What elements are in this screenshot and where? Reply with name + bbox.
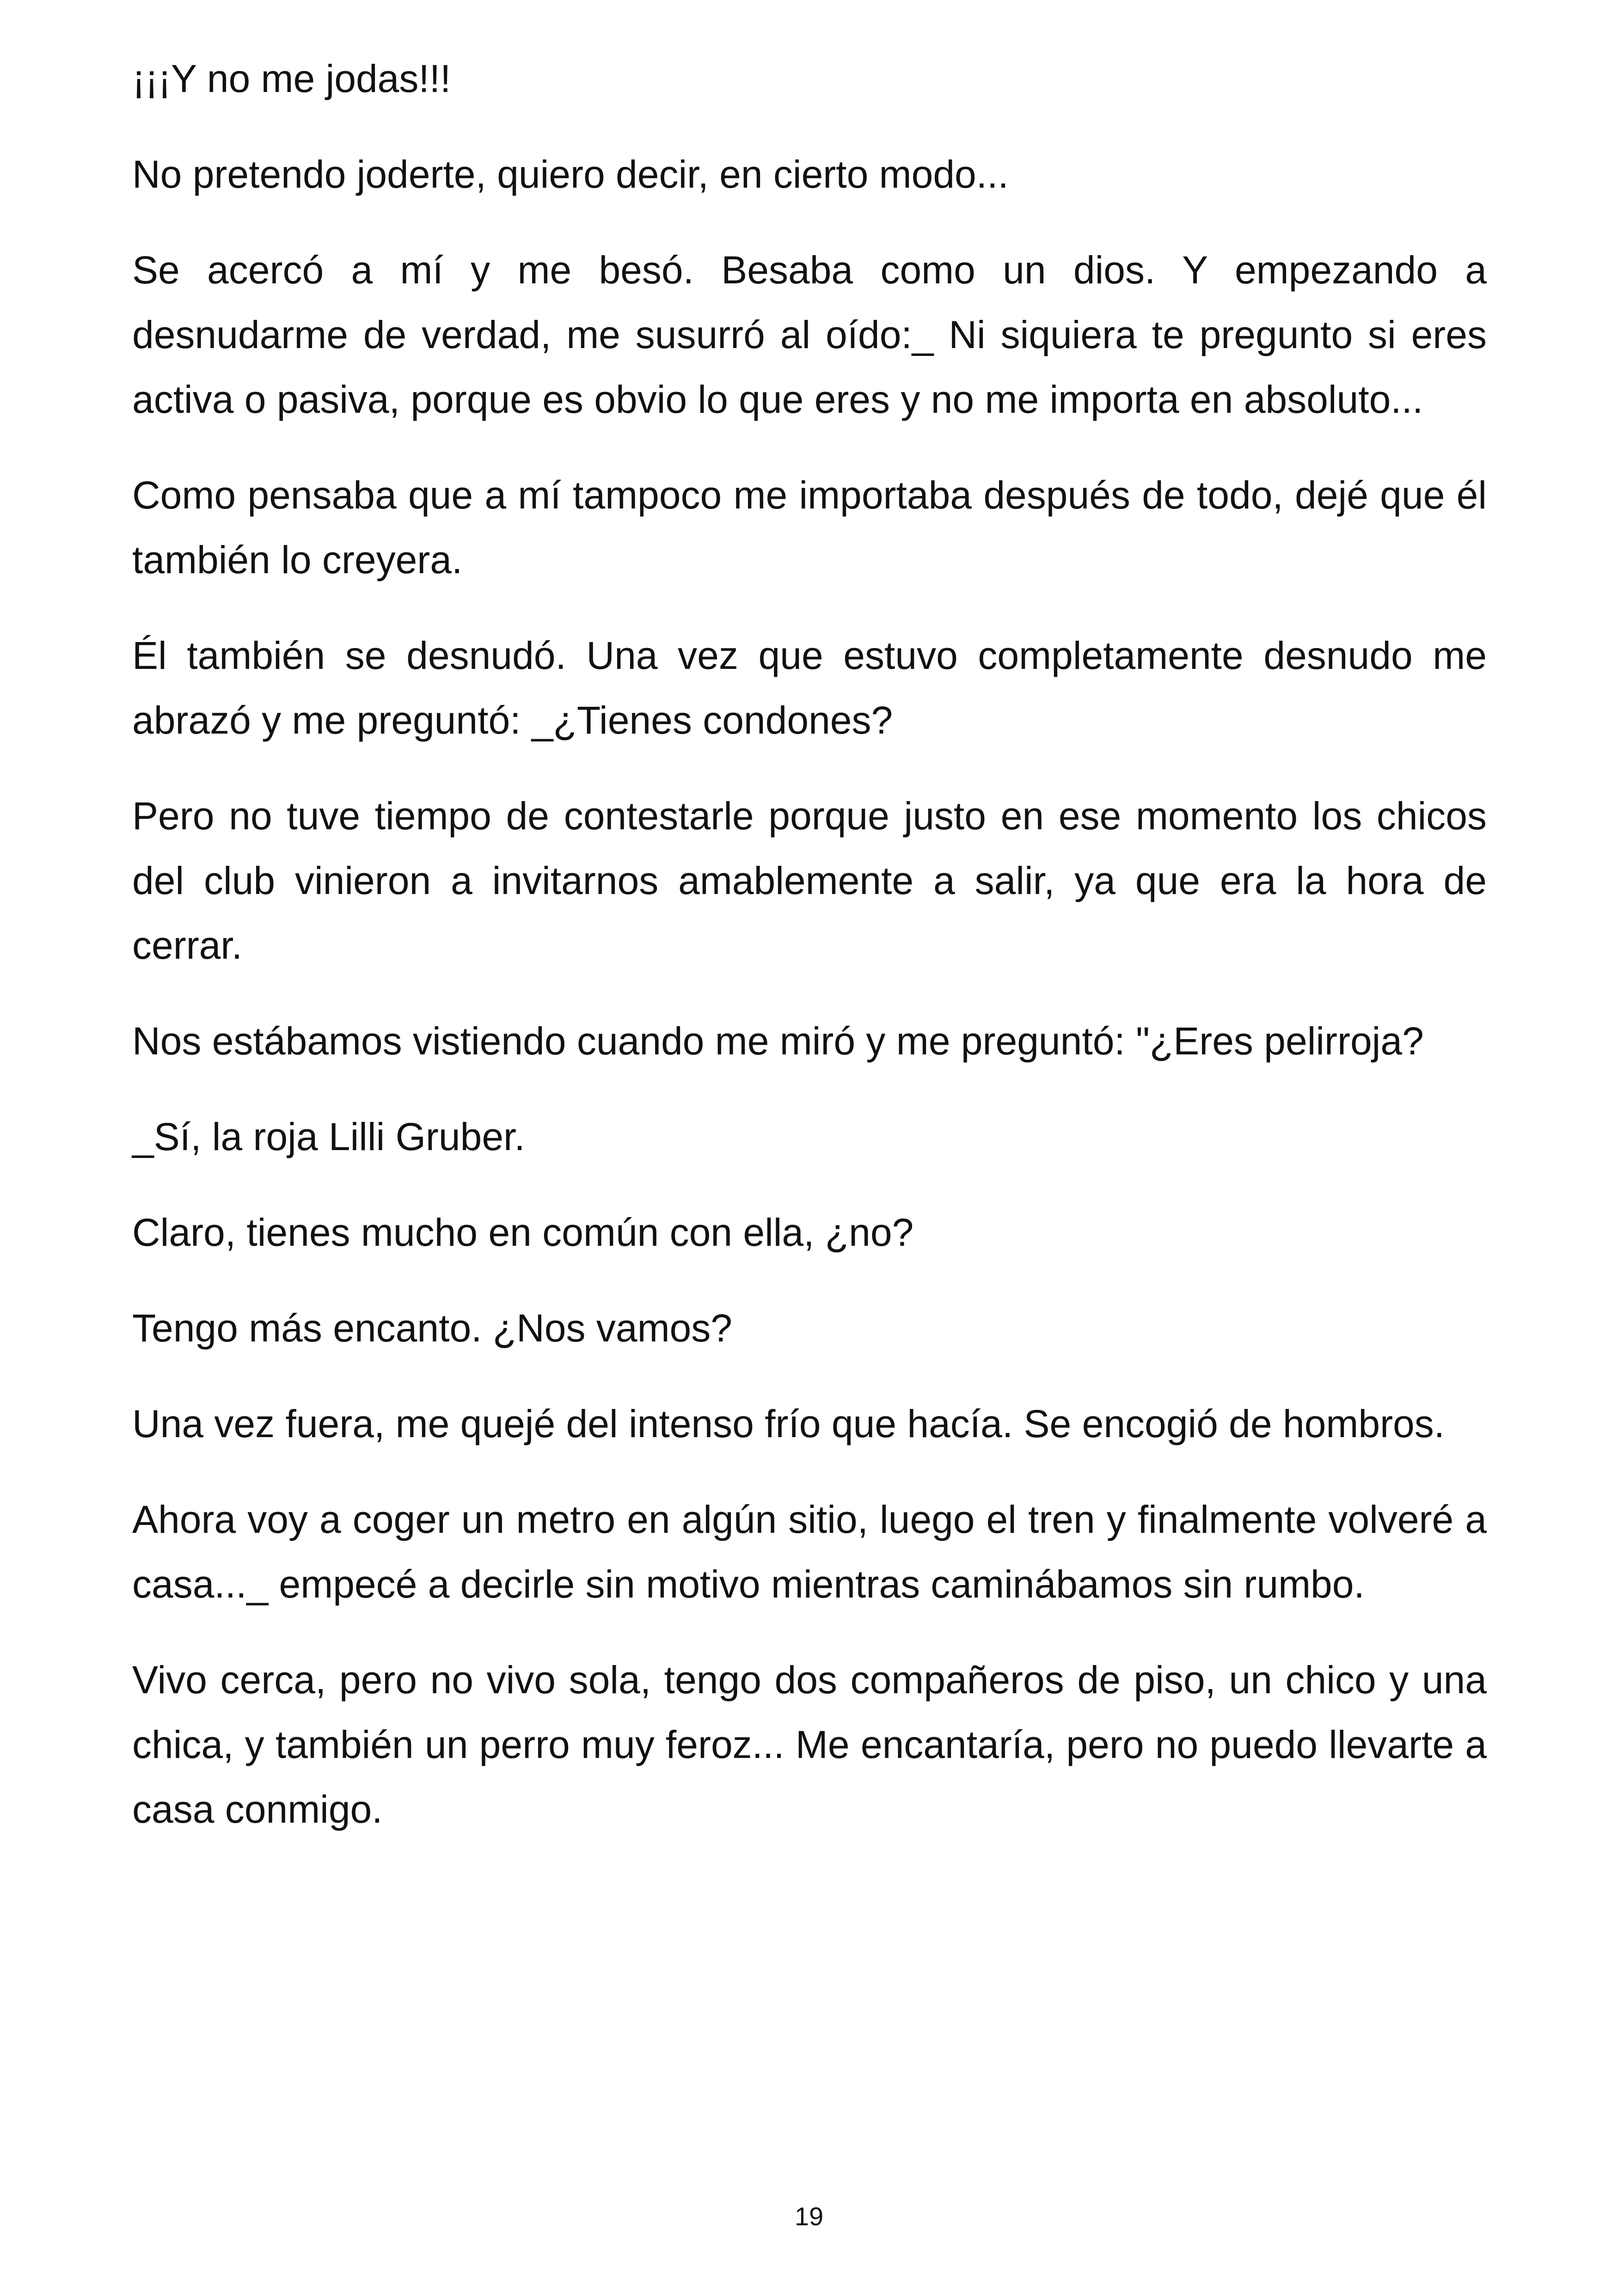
body-text bbox=[132, 46, 1487, 1873]
paragraph: Una vez fuera, me quejé del intenso frío que hacía. Se encogió de hombros. bbox=[132, 1402, 1445, 1445]
paragraph: ¡¡¡Y no me jodas!!! bbox=[132, 57, 451, 100]
paragraph: Pero no tuve tiempo de contestarle porque justo en ese momento los chicos del club vinieron a invitarnos amablemente a salir, ya que era la hora de cerrar. bbox=[132, 794, 1487, 967]
paragraph: Ahora voy a coger un metro en algún sitio, luego el tren y finalmente volveré a casa..._ empecé a decirle sin motivo mientras caminábamos sin rumbo. bbox=[132, 1498, 1487, 1606]
paragraph: Nos estábamos vistiendo cuando me miró y me preguntó: "¿Eres pelirroja? bbox=[132, 1019, 1424, 1063]
paragraph: Se acercó a mí y me besó. Besaba como un dios. Y empezando a desnudarme de verdad, me susurró al oído:_ Ni siquiera te pregunto si eres activa o pasiva, porque es obvio lo que eres y no me importa en absoluto... bbox=[132, 248, 1487, 421]
paragraph: Claro, tienes mucho en común con ella, ¿no? bbox=[132, 1211, 914, 1254]
paragraph: No pretendo joderte, quiero decir, en cierto modo... bbox=[132, 153, 1009, 196]
paragraph: Él también se desnudó. Una vez que estuvo completamente desnudo me abrazó y me preguntó: _¿Tienes condones? bbox=[132, 634, 1487, 742]
page-number: 19 bbox=[794, 2202, 824, 2231]
paragraph: Tengo más encanto. ¿Nos vamos? bbox=[132, 1306, 732, 1350]
paragraph: _Sí, la roja Lilli Gruber. bbox=[132, 1115, 525, 1158]
paragraph: Vivo cerca, pero no vivo sola, tengo dos compañeros de piso, un chico y una chica, y también un perro muy feroz... Me encantaría, pero no puedo llevarte a casa conmigo. bbox=[132, 1658, 1487, 1831]
paragraph: Como pensaba que a mí tampoco me importaba después de todo, dejé que él también lo creyera. bbox=[132, 473, 1487, 582]
